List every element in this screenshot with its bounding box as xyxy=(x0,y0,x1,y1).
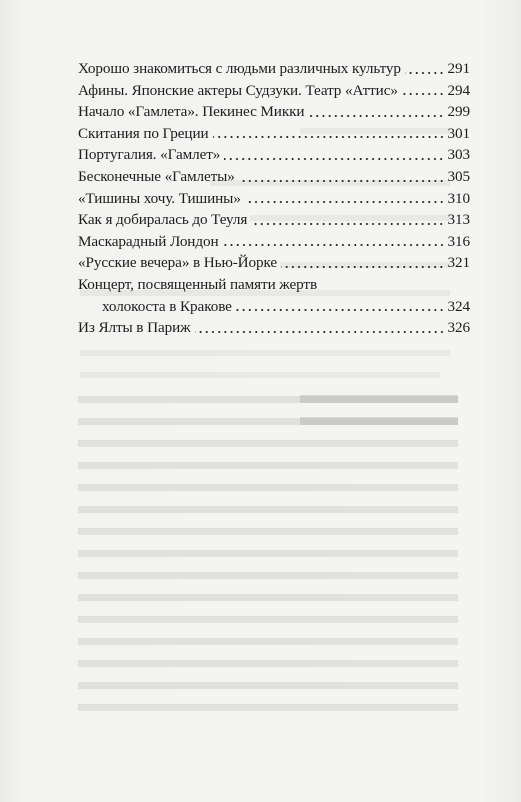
dot-leader xyxy=(308,114,444,118)
toc-entry[interactable] xyxy=(78,123,470,145)
ghost-line xyxy=(78,594,458,601)
toc-entry-title: Бесконечные «Гамлеты» xyxy=(78,167,235,185)
toc-entry-title: Из Ялты в Париж xyxy=(78,319,191,337)
dot-leader xyxy=(224,157,444,161)
toc-entry[interactable] xyxy=(78,166,470,188)
ghost-line xyxy=(300,417,458,425)
toc-entry-title: Маскарадный Лондон xyxy=(78,232,219,250)
toc-entry-page: 303 xyxy=(447,146,470,164)
toc-entry-page: 291 xyxy=(447,60,470,77)
toc-entry-title: «Русские вечера» в Нью-Йорке xyxy=(78,254,278,272)
ghost-line xyxy=(78,484,458,491)
ghost-line xyxy=(300,395,458,403)
dot-leader xyxy=(281,265,444,269)
ghost-line xyxy=(78,418,458,425)
toc-entry[interactable] xyxy=(78,252,470,274)
toc-entry-page: 326 xyxy=(447,319,470,337)
ghost-line xyxy=(78,572,458,579)
toc-entry-title: Начало «Гамлета». Пекинес Микки xyxy=(78,103,305,121)
ghost-line xyxy=(78,660,458,667)
dot-leader xyxy=(236,308,445,312)
toc-entry[interactable] xyxy=(78,209,470,231)
toc-entry-page: 316 xyxy=(447,232,470,250)
dot-leader xyxy=(213,135,445,139)
dot-leader xyxy=(195,330,445,334)
toc-entry-title-line2: холокоста в Кракове xyxy=(102,297,232,315)
toc-entry-page: 299 xyxy=(447,103,470,121)
toc-entry-title: Скитания по Греции xyxy=(78,124,209,142)
table-of-contents xyxy=(78,58,470,339)
ghost-line xyxy=(78,462,458,469)
ghost-line xyxy=(78,396,458,403)
toc-entry-title: Португалия. «Гамлет» xyxy=(78,146,221,164)
ghost-line xyxy=(78,550,458,557)
toc-entry-title: Афины. Японские актеры Судзуки. Театр «Аттис» xyxy=(78,81,398,99)
ghost-line xyxy=(78,682,458,689)
dot-leader xyxy=(251,222,444,226)
ghost-line xyxy=(80,350,450,356)
ghost-line xyxy=(78,704,458,711)
dot-leader xyxy=(239,179,445,183)
toc-entry-title-line1: Концерт, посвященный памяти жертв xyxy=(78,275,318,293)
toc-entry[interactable] xyxy=(78,80,470,102)
toc-entry-page: 321 xyxy=(447,254,470,272)
ghost-line xyxy=(80,372,440,378)
toc-entry-page: 294 xyxy=(447,81,470,99)
toc-entry[interactable] xyxy=(78,101,470,123)
toc-entry[interactable] xyxy=(78,274,470,317)
toc-entry-page: 301 xyxy=(447,124,470,142)
toc-entry-page: 310 xyxy=(447,189,470,207)
toc-entry[interactable] xyxy=(78,317,470,339)
dot-leader xyxy=(405,71,445,75)
toc-entry[interactable] xyxy=(78,231,470,253)
ghost-line xyxy=(78,616,458,623)
ghost-line xyxy=(78,440,458,447)
dot-leader xyxy=(223,243,445,247)
toc-entry[interactable] xyxy=(78,188,470,210)
toc-entry-title: Как я добиралась до Теуля xyxy=(78,211,248,229)
ghost-line xyxy=(78,506,458,513)
ghost-line xyxy=(78,528,458,535)
toc-entry-title: «Тишины хочу. Тишины» xyxy=(78,189,241,207)
ghost-line xyxy=(78,638,458,645)
toc-entry-page: 313 xyxy=(447,211,470,229)
dot-leader xyxy=(402,92,445,96)
toc-entry[interactable] xyxy=(78,144,470,166)
toc-entry-title: Хорошо знакомиться с людьми различных культур xyxy=(78,60,401,77)
toc-entry[interactable] xyxy=(78,58,470,80)
toc-entry-page: 305 xyxy=(447,167,470,185)
dot-leader xyxy=(245,200,445,204)
toc-entry-page: 324 xyxy=(447,297,470,315)
